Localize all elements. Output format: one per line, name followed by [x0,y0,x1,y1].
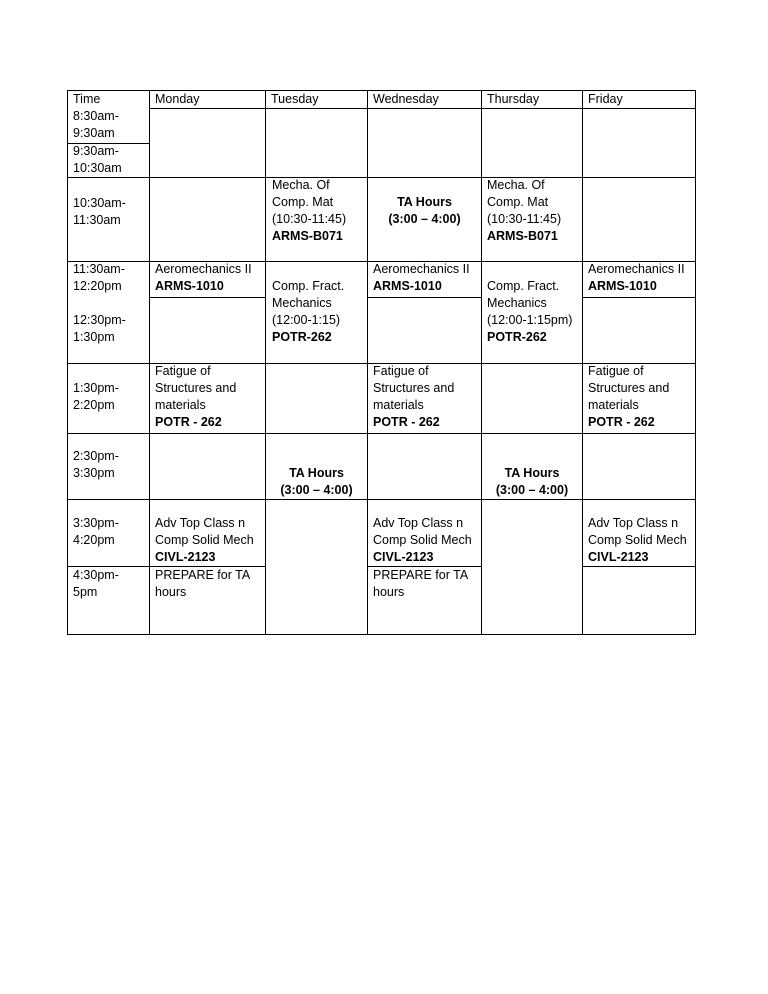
grid-line [67,433,695,434]
wednesday-aeromechanics [373,261,470,295]
course-room: POTR-262 [272,330,332,344]
wednesday-adv-top-class [373,515,472,566]
grid-line [67,177,695,178]
course-title: Mechanics [487,296,547,310]
time-slot-0930 [73,143,122,177]
grid-line [265,90,266,635]
monday-fatigue [155,363,236,431]
grid-line [481,90,482,635]
course-room: ARMS-1010 [588,279,657,293]
course-room: POTR - 262 [155,415,222,429]
course-title: Adv Top Class n [588,516,679,530]
ta-hours-time: (3:00 – 4:00) [280,483,353,497]
time-end: 12:20pm [73,279,122,293]
course-time: (12:00-1:15) [272,313,341,327]
wednesday-ta-hours [368,194,481,228]
ta-hours-label: TA Hours [397,195,452,209]
time-end: 9:30am [73,126,115,140]
course-title: Fatigue of [373,364,429,378]
course-title: Comp. Mat [487,195,549,209]
grid-line [67,90,68,635]
course-room: ARMS-B071 [487,229,558,243]
course-title: Comp Solid Mech [373,533,472,547]
time-start: 4:30pm- [73,568,119,582]
time-end: 1:30pm [73,330,115,344]
course-time: (10:30-11:45) [272,212,347,226]
course-title: Comp. Fract. [272,279,345,293]
thursday-ta-hours [482,465,582,499]
time-slot-1530 [73,515,119,549]
grid-line [67,499,695,500]
ta-hours-label: TA Hours [504,466,560,480]
friday-adv-top-class [588,515,687,566]
course-title: Comp. Fract. [487,279,560,293]
time-start: 1:30pm- [73,381,119,395]
course-room: POTR - 262 [588,415,655,429]
course-title: materials [373,398,424,412]
time-end: 2:20pm [73,398,115,412]
grid-line [367,297,481,298]
thursday-comp-fract-mechanics [487,278,572,346]
tuesday-ta-hours [266,465,367,499]
monday-adv-top-class [155,515,254,566]
time-slot-1630 [73,567,119,601]
time-slot-1230 [73,312,126,346]
ta-hours-time: (3:00 – 4:00) [495,483,569,497]
course-room: ARMS-1010 [373,279,442,293]
friday-fatigue [588,363,669,431]
time-end: 10:30am [73,161,122,175]
course-title: materials [155,398,206,412]
course-room: POTR - 262 [373,415,440,429]
course-time: (12:00-1:15pm) [487,313,573,327]
task-title: hours [373,585,405,599]
grid-line [582,90,583,635]
grid-line [149,297,265,298]
course-title: Structures and [373,381,455,395]
schedule-table [67,90,695,635]
course-room: CIVL-2123 [588,550,649,564]
ta-hours-time: (3:00 – 4:00) [388,212,461,226]
course-title: Comp. Mat [272,195,334,209]
monday-prepare-ta [155,567,250,601]
course-room: ARMS-1010 [155,279,224,293]
header-friday: Friday [588,92,623,106]
course-title: materials [588,398,639,412]
time-start: 8:30am- [73,109,119,123]
wednesday-fatigue [373,363,454,431]
course-room: ARMS-B071 [272,229,343,243]
time-start: 9:30am- [73,144,119,158]
time-start: 12:30pm- [73,313,126,327]
course-title: Aeromechanics II [373,262,470,276]
time-end: 4:20pm [73,533,115,547]
time-slot-0830 [73,108,119,142]
time-slot-1430 [73,448,119,482]
header-monday: Monday [155,92,200,106]
header-time: Time [73,92,101,106]
course-title: Comp Solid Mech [588,533,687,547]
grid-line [582,297,695,298]
time-slot-1030 [73,195,126,229]
course-title: Structures and [155,381,237,395]
course-room: POTR-262 [487,330,547,344]
time-start: 11:30am- [73,262,125,276]
course-title: Comp Solid Mech [155,533,254,547]
course-room: CIVL-2123 [155,550,216,564]
grid-line [149,108,695,109]
task-title: PREPARE for TA [373,568,469,582]
course-title: Aeromechanics II [588,262,685,276]
thursday-mecha-comp-mat [487,177,561,245]
task-title: hours [155,585,187,599]
course-title: Structures and [588,381,670,395]
monday-aeromechanics [155,261,252,295]
wednesday-prepare-ta [373,567,468,601]
time-end: 5pm [73,585,98,599]
grid-line [582,566,695,567]
grid-line [67,634,696,635]
tuesday-mecha-comp-mat [272,177,346,245]
course-title: Adv Top Class n [155,516,246,530]
course-time: (10:30-11:45) [487,212,562,226]
course-title: Mecha. Of [272,178,330,192]
grid-line [149,90,150,635]
course-title: Mechanics [272,296,332,310]
grid-line [695,90,696,635]
time-start: 2:30pm- [73,449,119,463]
task-title: PREPARE for TA [155,568,251,582]
time-slot-1330 [73,380,119,414]
course-title: Mecha. Of [487,178,545,192]
course-title: Fatigue of [588,364,644,378]
grid-line [367,90,368,635]
header-tuesday: Tuesday [271,92,319,106]
time-slot-1130 [73,261,125,295]
course-title: Fatigue of [155,364,211,378]
time-end: 3:30pm [73,466,115,480]
header-wednesday: Wednesday [373,92,439,106]
ta-hours-label: TA Hours [289,466,344,480]
header-thursday: Thursday [487,92,540,106]
time-start: 10:30am- [73,196,126,210]
friday-aeromechanics [588,261,685,295]
time-end: 11:30am [73,213,121,227]
time-start: 3:30pm- [73,516,119,530]
tuesday-comp-fract-mechanics [272,278,344,346]
course-title: Aeromechanics II [155,262,252,276]
course-title: Adv Top Class n [373,516,464,530]
course-room: CIVL-2123 [373,550,434,564]
